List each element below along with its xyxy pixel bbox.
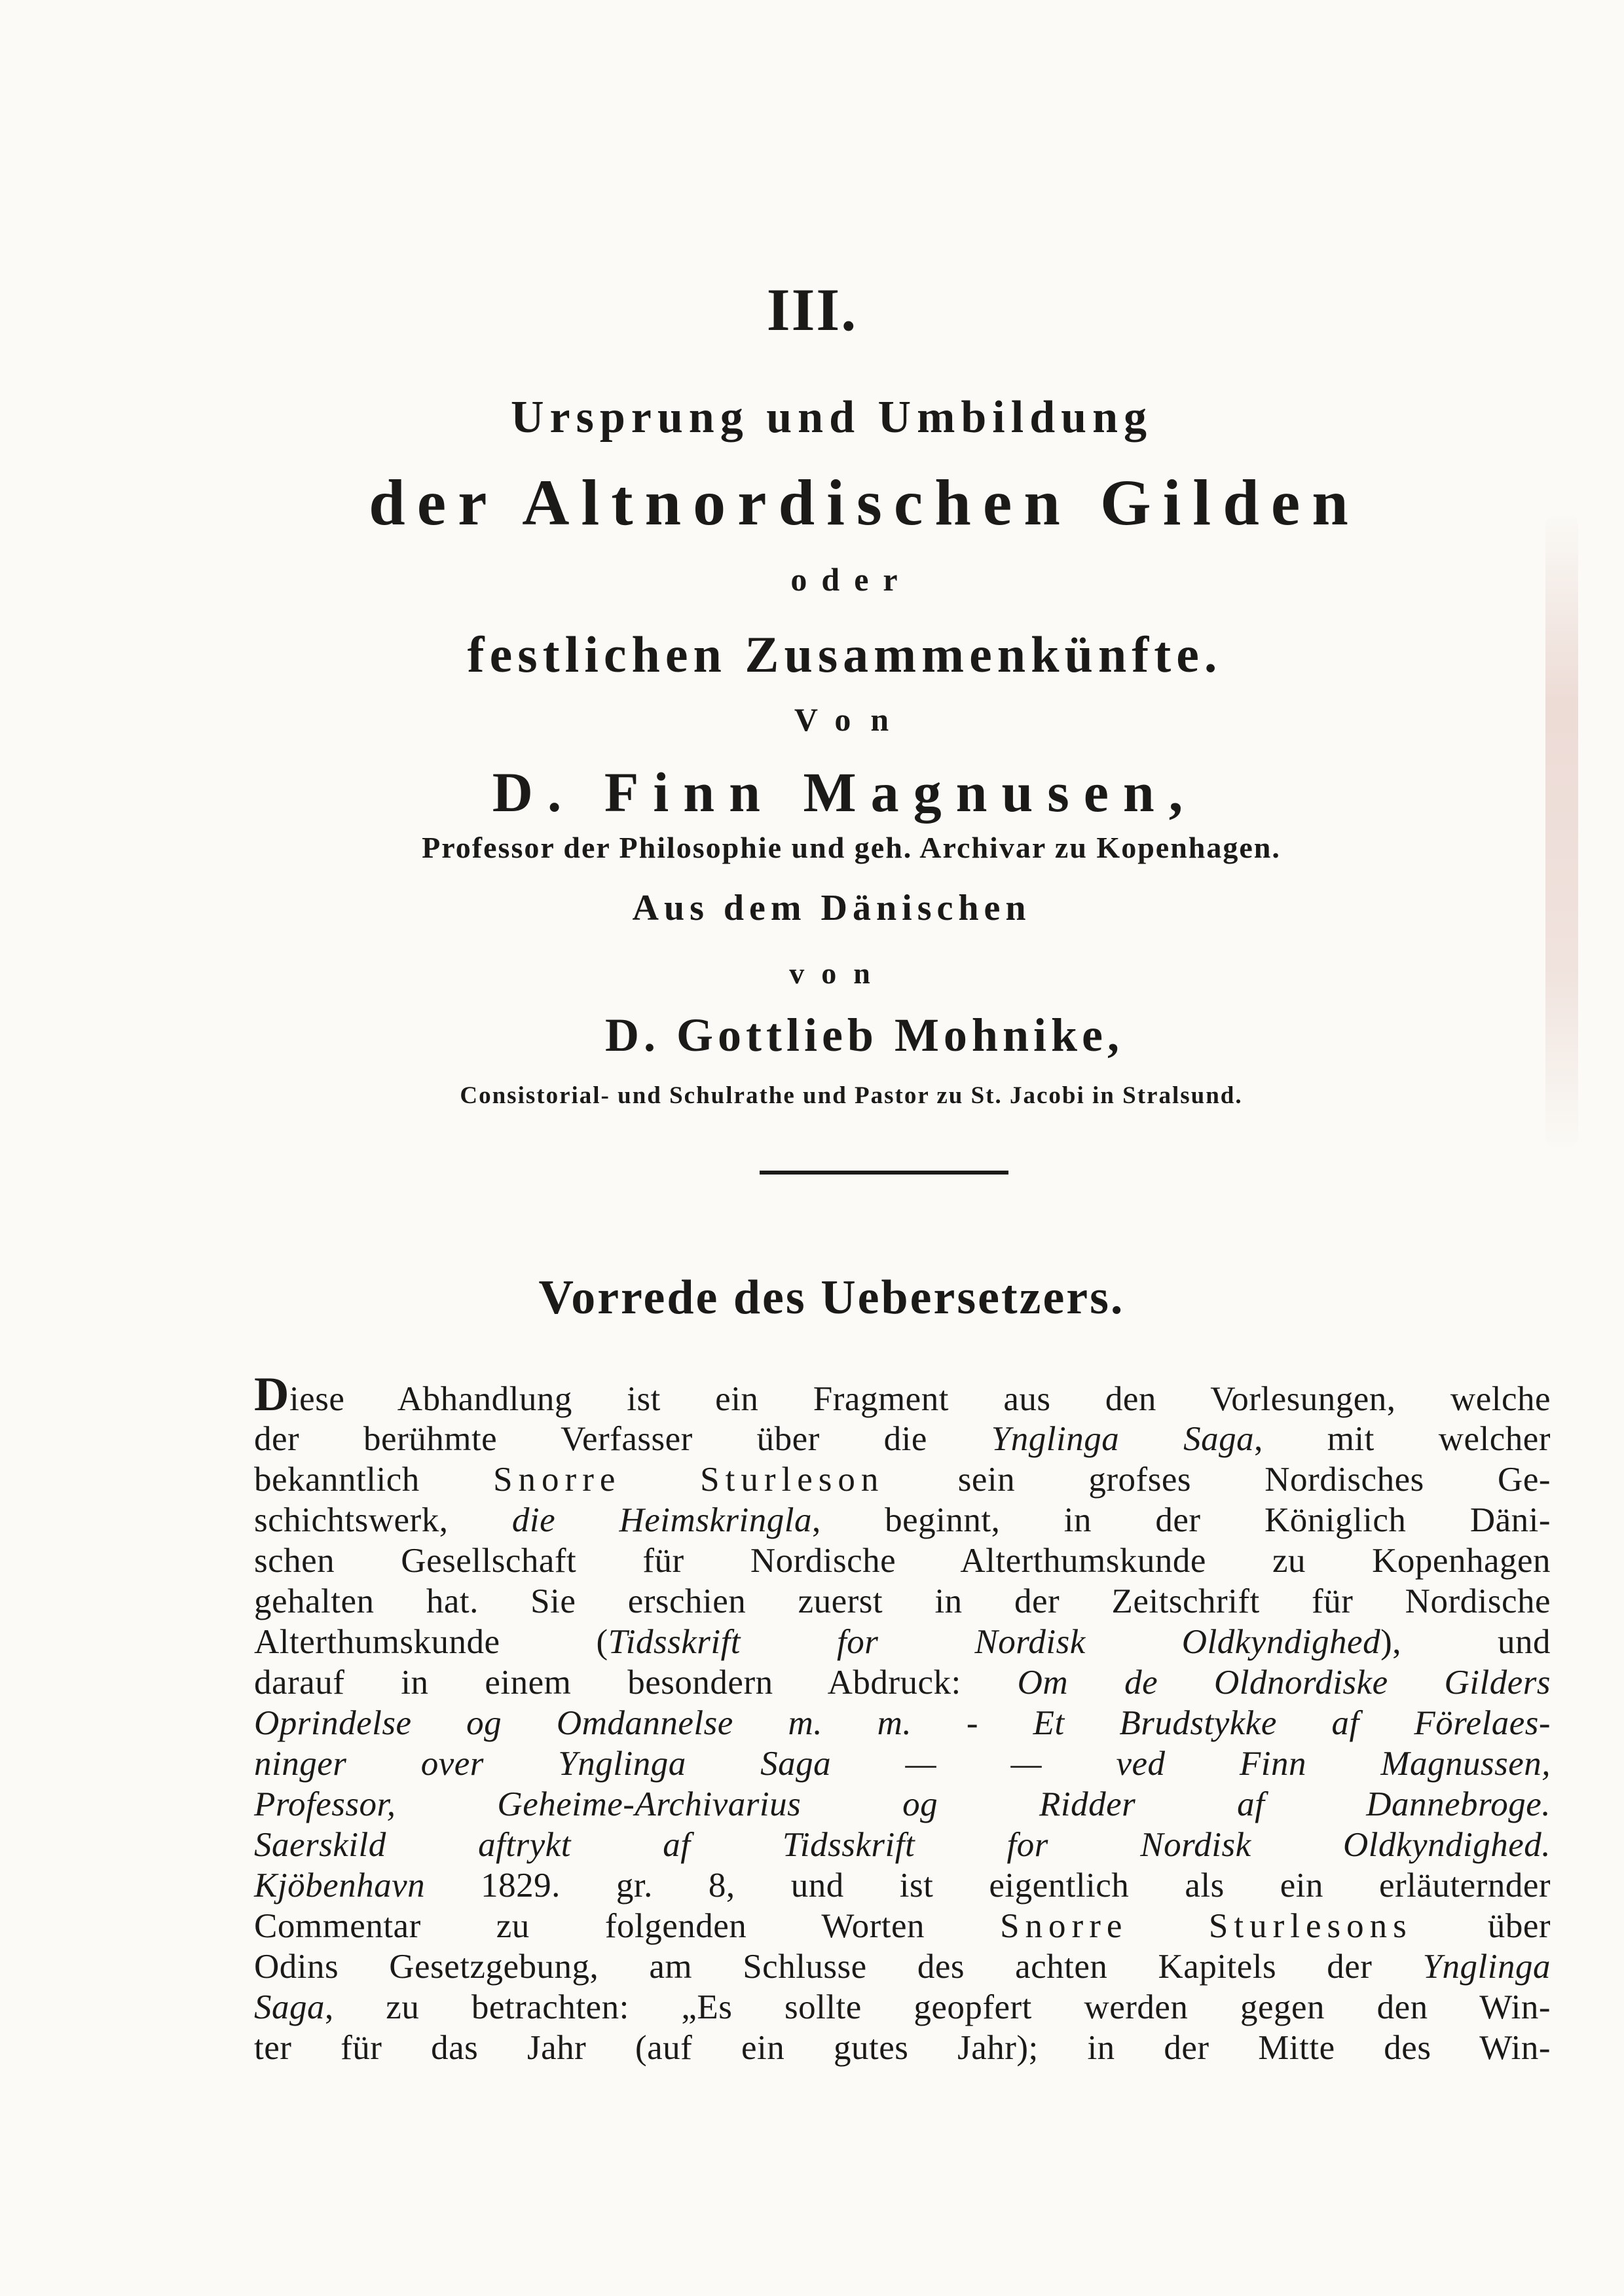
translator-name: D. Gottlieb Mohnike, bbox=[604, 1009, 1124, 1061]
author-title: Professor der Philosophie und geh. Archivar zu Kopenhagen. bbox=[422, 831, 1281, 864]
byline-von: Von bbox=[794, 701, 909, 738]
title-line-1: Ursprung und Umbildung bbox=[511, 392, 1153, 443]
text-line bbox=[254, 1784, 1551, 1825]
text-segment: sein grofses Nordisches Ge- bbox=[884, 1461, 1551, 1499]
text-segment: schichtswerk, bbox=[254, 1501, 512, 1539]
text-line bbox=[254, 1865, 1551, 1906]
preface-body bbox=[254, 1368, 1551, 2068]
text-segment: Snorre Sturleson bbox=[493, 1461, 885, 1499]
text-line bbox=[254, 1703, 1551, 1743]
text-line bbox=[254, 1540, 1551, 1581]
text-line bbox=[254, 1419, 1551, 1459]
text-segment: Commentar zu folgenden Worten bbox=[254, 1907, 1001, 1945]
text-line bbox=[254, 1946, 1551, 1987]
text-segment: Snorre Sturlesons bbox=[1000, 1907, 1412, 1945]
text-segment: ninger over Ynglinga Saga — — ved Finn Magnussen, bbox=[254, 1745, 1551, 1783]
text-segment: gehalten hat. Sie erschien zuerst in der Zeitschrift für Nordische bbox=[254, 1582, 1551, 1620]
text-segment: Ynglinga bbox=[1422, 1948, 1551, 1986]
text-segment: der berühmte Verfasser über die bbox=[254, 1420, 991, 1458]
drop-cap: D bbox=[254, 1368, 289, 1421]
text-segment: Saga bbox=[254, 1988, 325, 2026]
text-segment: Saerskild aftrykt af Tidsskrift for Nordisk Oldkyndighed. bbox=[254, 1826, 1551, 1864]
author-name: D. Finn Magnusen, bbox=[492, 761, 1198, 824]
text-segment: Oprindelse og Omdannelse m. m. - Et Brudstykke af Förelaes- bbox=[254, 1704, 1551, 1742]
text-segment: Kjöbenhavn bbox=[254, 1867, 426, 1904]
text-segment: Tidsskrift for Nordisk Oldkyndighed bbox=[608, 1623, 1381, 1661]
translator-title: Consistorial- und Schulrathe und Pastor zu St. Jacobi in Stralsund. bbox=[460, 1082, 1243, 1109]
text-line bbox=[254, 1622, 1551, 1662]
text-line bbox=[254, 1906, 1551, 1946]
section-divider bbox=[760, 1171, 1008, 1175]
text-segment: Alterthumskunde ( bbox=[254, 1623, 608, 1661]
text-segment: schen Gesellschaft für Nordische Alterthumskunde zu Kopenhagen bbox=[254, 1542, 1551, 1580]
text-segment: , mit welcher bbox=[1254, 1420, 1551, 1458]
text-line bbox=[254, 2028, 1551, 2068]
translator-von: von bbox=[789, 957, 887, 990]
preface-heading: Vorrede des Uebersetzers. bbox=[538, 1271, 1125, 1324]
text-segment: Ynglinga Saga bbox=[991, 1420, 1255, 1458]
title-line-3: oder bbox=[790, 561, 912, 598]
title-line-2: der Altnordischen Gilden bbox=[369, 466, 1360, 539]
text-segment: die Heimskringla bbox=[511, 1501, 813, 1539]
text-line bbox=[254, 1368, 1551, 1421]
text-segment: Om de Oldnordiske Gilders bbox=[1017, 1664, 1551, 1702]
text-line bbox=[254, 1500, 1551, 1540]
text-segment: bekanntlich bbox=[254, 1461, 494, 1499]
text-line bbox=[254, 1825, 1551, 1865]
text-segment: iese Abhandlung ist ein Fragment aus den Vorlesungen, welche bbox=[289, 1380, 1551, 1418]
text-segment: , beginnt, in der Königlich Däni- bbox=[812, 1501, 1551, 1539]
translation-note: Aus dem Dänischen bbox=[632, 888, 1031, 928]
text-line bbox=[254, 1743, 1551, 1784]
text-segment: über bbox=[1412, 1907, 1551, 1945]
text-segment: , zu betrachten: „Es sollte geopfert werden gegen den Win- bbox=[325, 1988, 1551, 2026]
text-segment: 1829. gr. 8, und ist eigentlich als ein erläuternder bbox=[425, 1867, 1551, 1904]
text-line bbox=[254, 1459, 1551, 1500]
text-segment: Professor, Geheime-Archivarius og Ridder af Dannebroge. bbox=[254, 1785, 1551, 1823]
text-segment: ter für das Jahr (auf ein gutes Jahr); in der Mitte des Win- bbox=[254, 2029, 1551, 2067]
chapter-number: III. bbox=[766, 276, 858, 343]
title-line-4: festlichen Zusammenkünfte. bbox=[467, 626, 1223, 683]
text-line bbox=[254, 1987, 1551, 2028]
text-line bbox=[254, 1662, 1551, 1703]
text-segment: ), und bbox=[1380, 1623, 1551, 1661]
text-segment: darauf in einem besondern Abdruck: bbox=[254, 1664, 1018, 1702]
text-segment: Odins Gesetzgebung, am Schlusse des achten Kapitels der bbox=[254, 1948, 1423, 1986]
text-line bbox=[254, 1581, 1551, 1622]
